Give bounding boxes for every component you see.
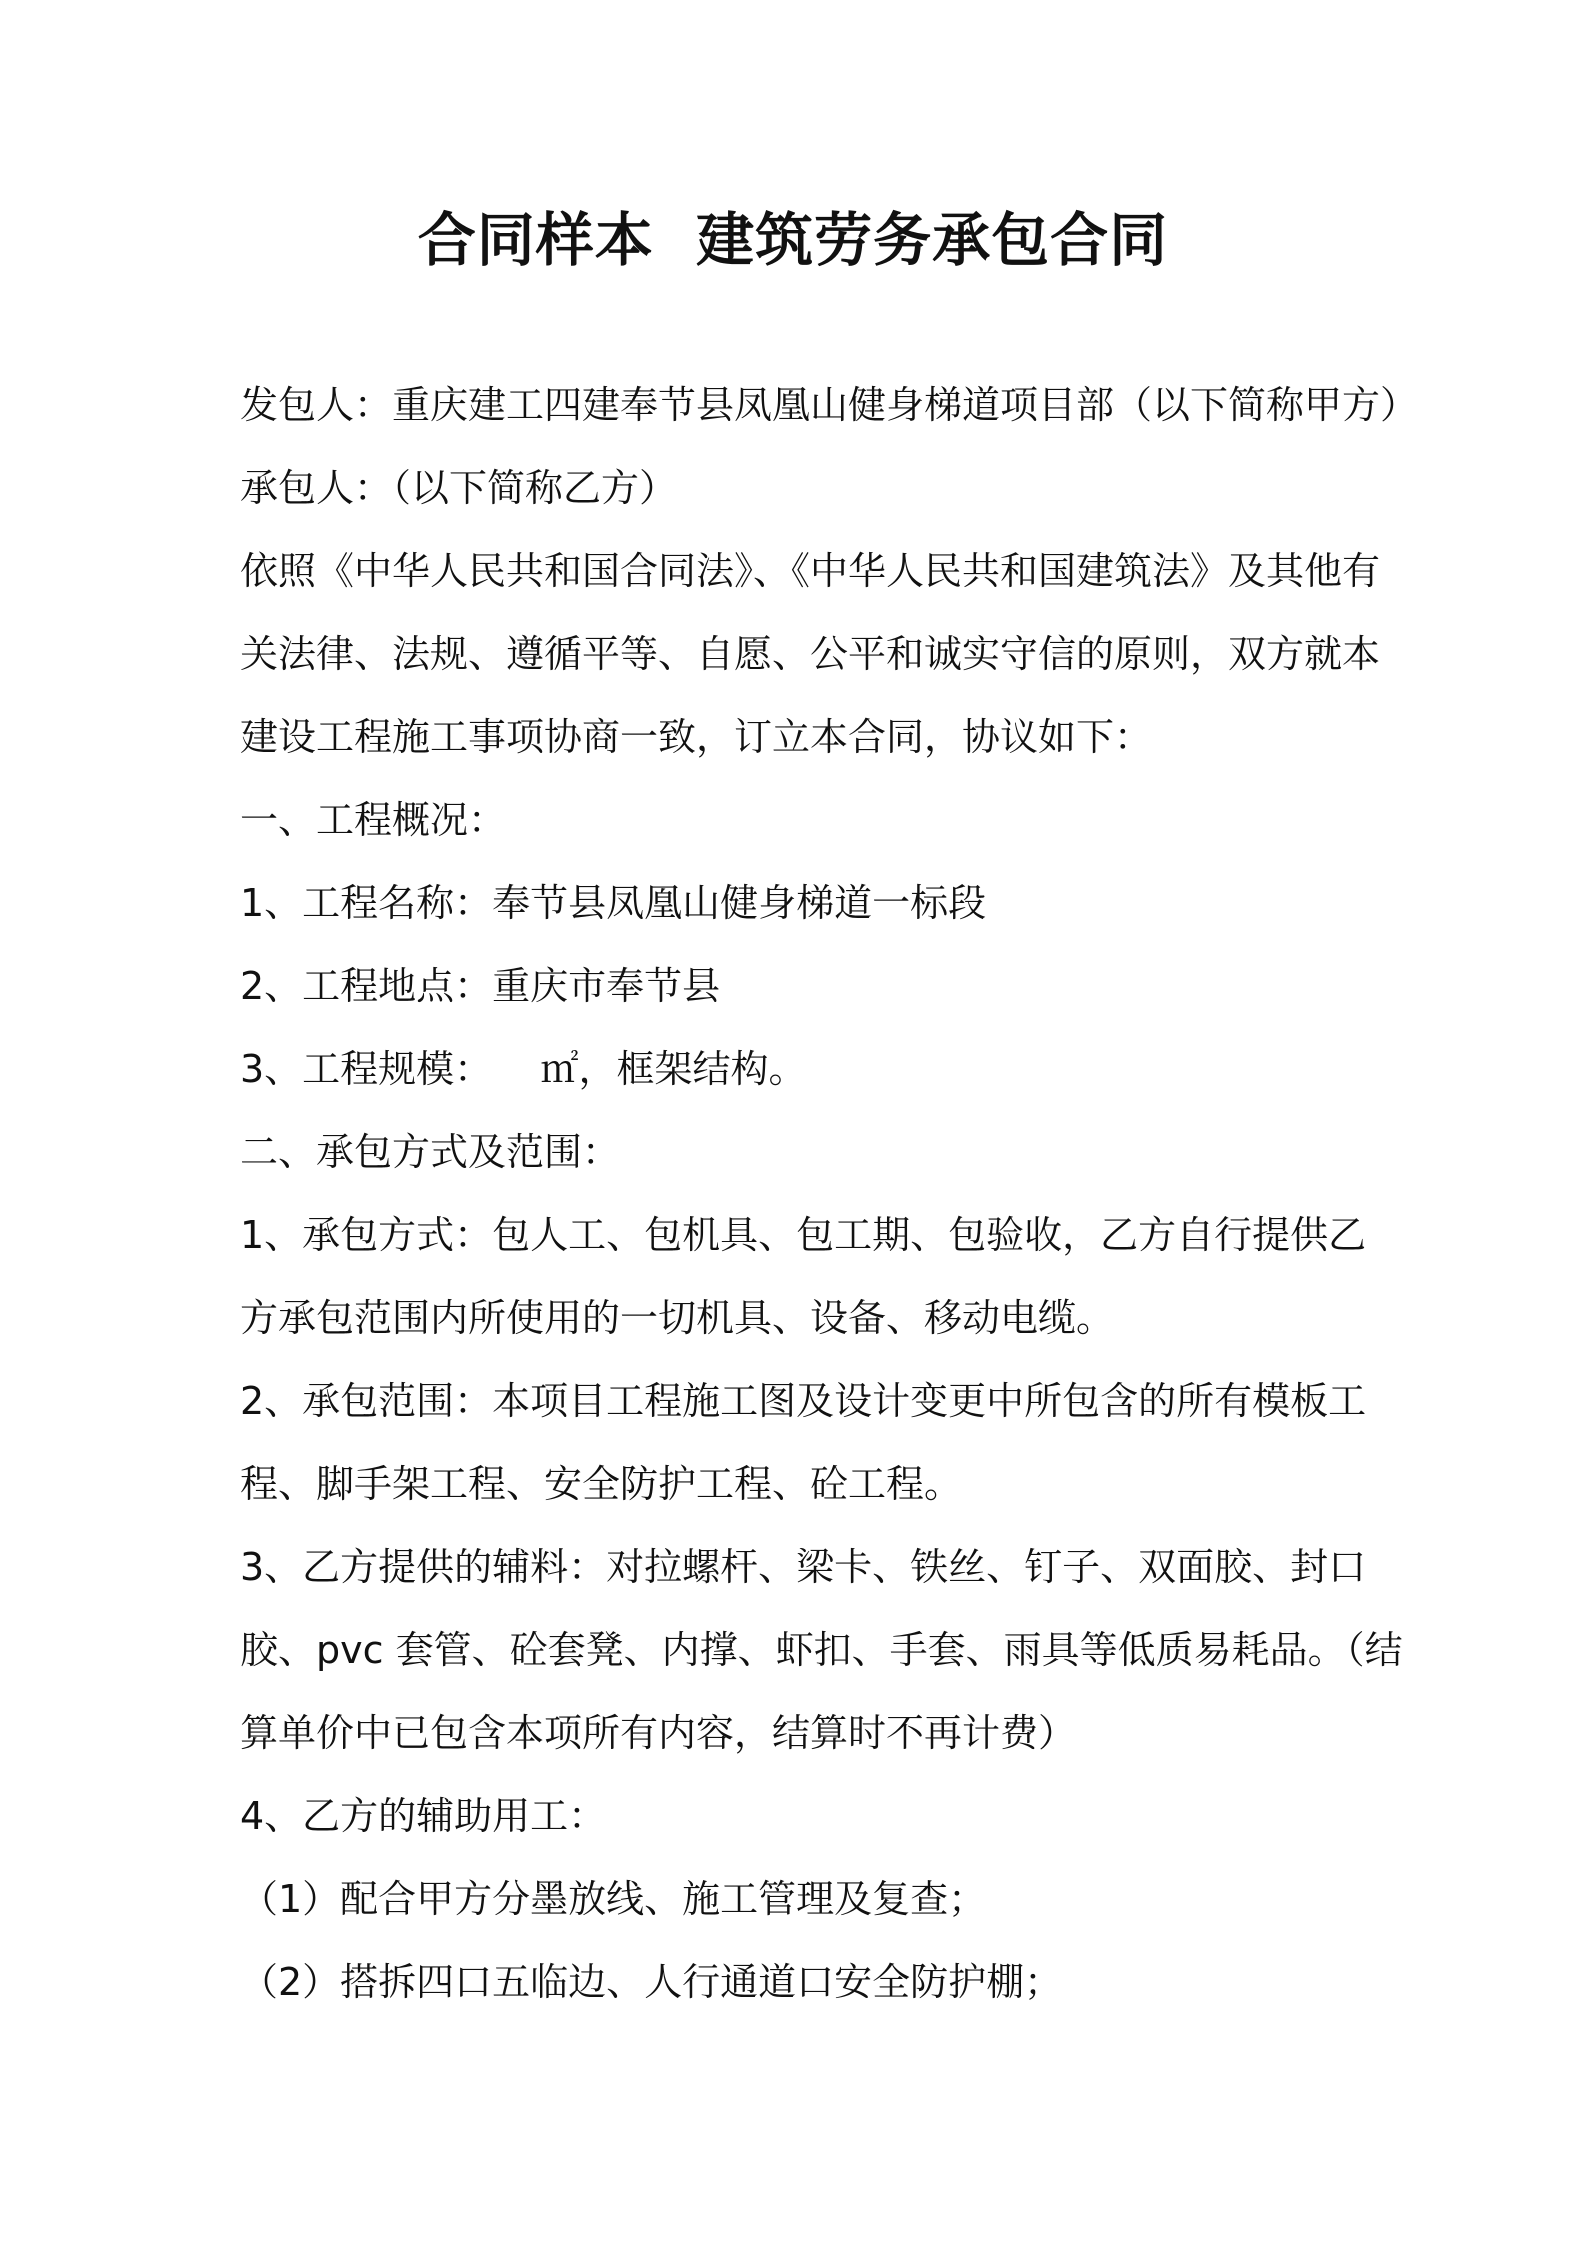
text-line: （1）配合甲方分墨放线、施工管理及复查；	[240, 1877, 987, 1921]
text-line: 建设工程施工事项协商一致，订立本合同，协议如下：	[240, 715, 1153, 759]
text-line: 一、工程概况：	[240, 798, 507, 842]
text-line: 发包人：重庆建工四建奉节县凤凰山健身梯道项目部（以下简称甲方）	[240, 383, 1419, 427]
text-line: 2、工程地点：重庆市奉节县	[240, 964, 721, 1008]
text-line: 程、脚手架工程、安全防护工程、砼工程。	[240, 1462, 963, 1506]
text-line: 1、承包方式：包人工、包机具、包工期、包验收，乙方自行提供乙	[240, 1213, 1367, 1257]
text-line: 依照《中华人民共和国合同法》、《中华人民共和国建筑法》及其他有	[240, 549, 1381, 593]
text-line: 胶、pvc 套管、砼套凳、内撑、虾扣、手套、雨具等低质易耗品。（结	[240, 1628, 1403, 1672]
text-line: 方承包范围内所使用的一切机具、设备、移动电缆。	[240, 1296, 1115, 1340]
text-line: 关法律、法规、遵循平等、自愿、公平和诚实守信的原则，双方就本	[240, 632, 1381, 676]
document-body	[240, 364, 1419, 2024]
text-line: （2）搭拆四口五临边、人行通道口安全防护棚；	[240, 1960, 1063, 2004]
text-line: 3、乙方提供的辅料：对拉螺杆、梁卡、铁丝、钉子、双面胶、封口	[240, 1545, 1367, 1589]
text-line: 二、承包方式及范围：	[240, 1130, 621, 1174]
document-title: 合同样本 建筑劳务承包合同	[417, 206, 1169, 274]
text-line: 算单价中已包含本项所有内容，结算时不再计费）	[240, 1711, 1077, 1755]
text-line: 2、承包范围：本项目工程施工图及设计变更中所包含的所有模板工	[240, 1379, 1367, 1423]
text-line: 承包人：（以下简称乙方）	[240, 466, 678, 510]
text-line: 1、工程名称：奉节县凤凰山健身梯道一标段	[240, 881, 987, 925]
text-line: 3、工程规模： ㎡，框架结构。	[240, 1047, 807, 1091]
text-line: 4、乙方的辅助用工：	[240, 1794, 607, 1838]
